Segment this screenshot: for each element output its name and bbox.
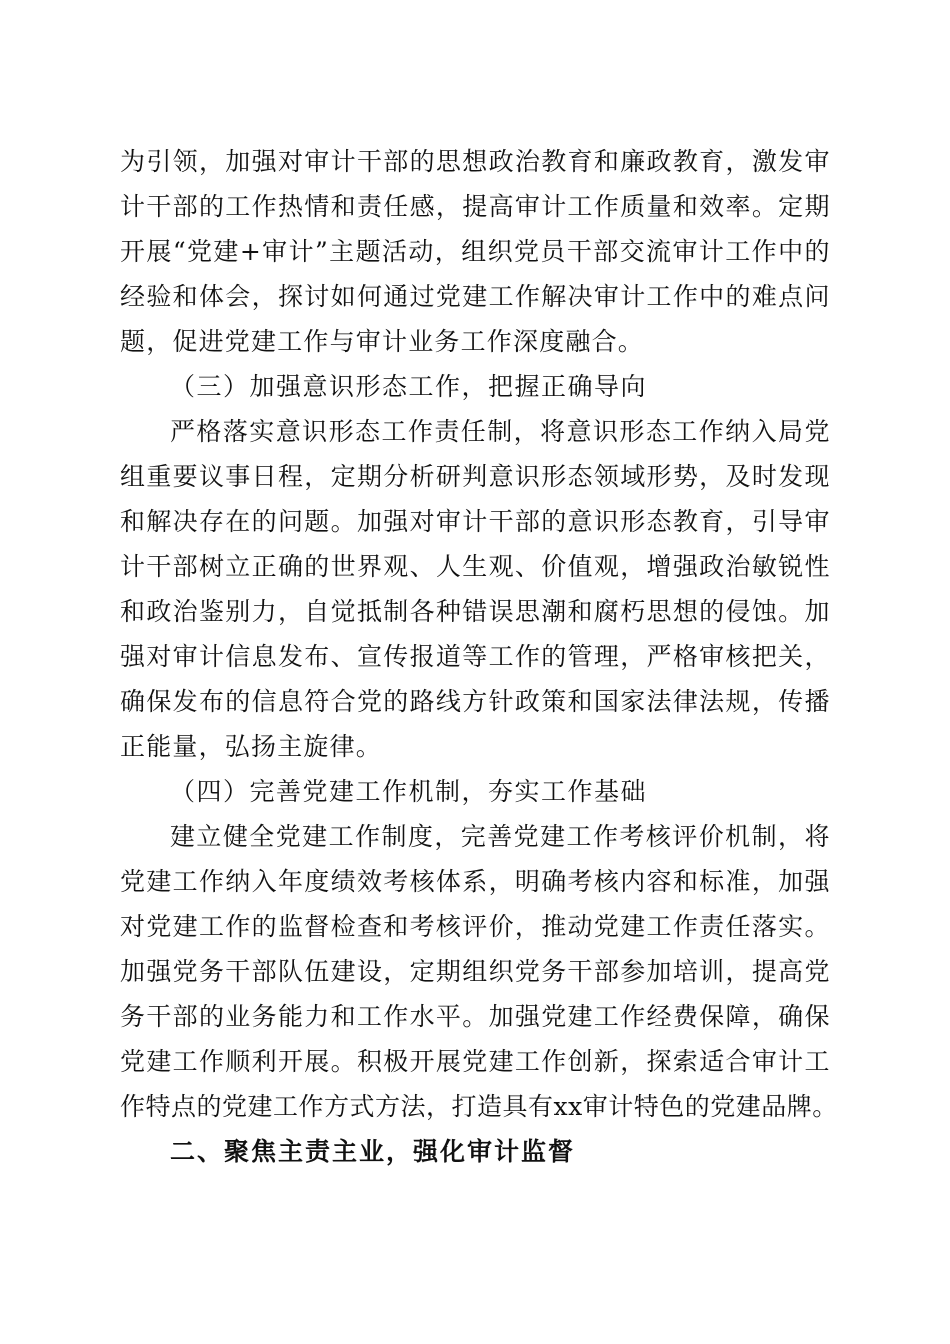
paragraph-line: 组重要议事日程，定期分析研判意识形态领域形势，及时发现: [120, 462, 830, 491]
paragraph-line: 强对审计信息发布、宣传报道等工作的管理，严格审核把关，: [120, 642, 830, 671]
paragraph-line: 党建工作纳入年度绩效考核体系，明确考核内容和标准，加强: [120, 867, 830, 896]
paragraph-line: 计干部树立正确的世界观、人生观、价值观，增强政治敏锐性: [120, 552, 830, 581]
paragraph-line: 和政治鉴别力，自觉抵制各种错误思潮和腐朽思想的侵蚀。加: [120, 597, 830, 626]
section-heading: （四）完善党建工作机制，夯实工作基础: [170, 777, 648, 806]
paragraph-line: 经验和体会，探讨如何通过党建工作解决审计工作中的难点问: [120, 282, 830, 311]
paragraph-line: 确保发布的信息符合党的路线方针政策和国家法律法规，传播: [120, 687, 830, 716]
section-heading: （三）加强意识形态工作，把握正确导向: [170, 372, 648, 401]
paragraph-line: 开展“党建+审计”主题活动，组织党员干部交流审计工作中的: [120, 237, 830, 266]
paragraph-line: 加强党务干部队伍建设，定期组织党务干部参加培训，提高党: [120, 957, 830, 986]
paragraph-line: 计干部的工作热情和责任感，提高审计工作质量和效率。定期: [120, 192, 830, 221]
paragraph-line: 党建工作顺利开展。积极开展党建工作创新，探索适合审计工: [120, 1047, 830, 1076]
paragraph-line: 建立健全党建工作制度，完善党建工作考核评价机制，将: [170, 822, 830, 851]
paragraph-line: 题，促进党建工作与审计业务工作深度融合。: [120, 327, 645, 356]
paragraph-line: 作特点的党建工作方式方法，打造具有xx审计特色的党建品牌。: [120, 1092, 838, 1121]
paragraph-line: 严格落实意识形态工作责任制，将意识形态工作纳入局党: [170, 417, 830, 446]
paragraph-line: 为引领，加强对审计干部的思想政治教育和廉政教育，激发审: [120, 147, 830, 176]
paragraph-line: 对党建工作的监督检查和考核评价，推动党建工作责任落实。: [120, 912, 830, 941]
paragraph-line: 正能量，弘扬主旋律。: [120, 732, 383, 761]
part-heading: 二、聚焦主责主业，强化审计监督: [170, 1137, 576, 1166]
paragraph-line: 务干部的业务能力和工作水平。加强党建工作经费保障，确保: [120, 1002, 830, 1031]
paragraph-line: 和解决存在的问题。加强对审计干部的意识形态教育，引导审: [120, 507, 830, 536]
